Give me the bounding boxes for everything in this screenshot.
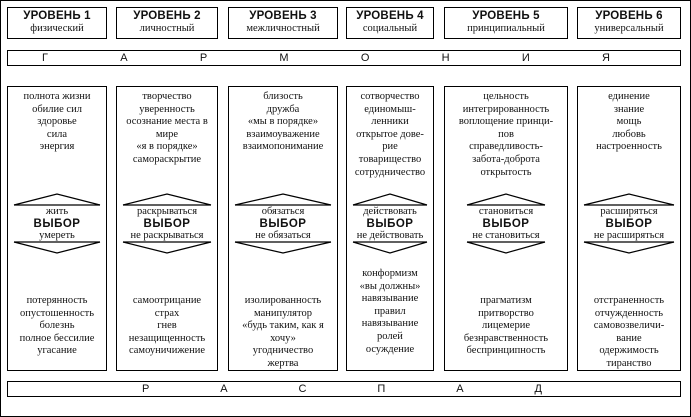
negative-item: опустошенность: [19, 307, 94, 319]
verb-down: не обязаться: [255, 230, 311, 241]
level-1-positive-list: [8, 91, 106, 154]
level-3-negative-list: [229, 295, 337, 371]
level-1-choice-block: [8, 193, 106, 255]
verb-down: не раскрываться: [130, 230, 204, 241]
decay-band: [7, 381, 681, 397]
level-4-column: [346, 86, 434, 371]
level-4-header: [346, 7, 434, 39]
negative-item: полное бессилие: [19, 332, 95, 344]
harmony-letter: Р: [199, 52, 208, 64]
positive-item: дружба: [266, 103, 300, 115]
positive-item: цельность: [483, 91, 529, 102]
positive-item: «мы в порядке»: [247, 116, 319, 128]
harmony-band: [7, 50, 681, 66]
verb-down: не расширяться: [593, 230, 665, 241]
positive-item: «я в порядке»: [136, 141, 198, 153]
negative-item: прагматизм: [480, 295, 532, 306]
positive-item: интегрированность: [462, 103, 550, 115]
choice-label: ВЫБОР: [143, 218, 191, 230]
negative-item: беспринципность: [466, 345, 546, 357]
decay-letter: Д: [534, 383, 542, 395]
decay-letter: Р: [142, 383, 150, 395]
level-4-choice-block: [347, 193, 433, 255]
level-6-positive-list: [578, 91, 680, 154]
negative-item: конформизм: [362, 268, 418, 279]
harmony-letter: И: [521, 52, 530, 64]
positive-item: творчество: [142, 91, 192, 102]
level-3-choice-block: [229, 193, 337, 255]
negative-item: лицемерие: [482, 320, 530, 332]
level-2-column: [116, 86, 218, 371]
positive-item: рие: [382, 141, 398, 153]
negative-item: самовозвеличи-: [593, 320, 665, 332]
positive-item: полнота жизни: [23, 91, 91, 102]
decay-letter: А: [456, 383, 464, 395]
verb-up: действовать: [363, 206, 417, 217]
positive-item: мире: [155, 128, 179, 140]
positive-item: воплощение принци-: [458, 116, 554, 128]
negative-item: угасание: [37, 345, 77, 357]
level-1-header: [7, 7, 107, 39]
negative-item: «будь таким, как я: [242, 320, 324, 332]
negative-item: притворство: [478, 307, 534, 319]
positive-item: взаимоуважение: [246, 128, 320, 140]
positive-item: открытое дове-: [356, 128, 424, 140]
negative-item: навязывание: [361, 293, 419, 305]
choice-label: ВЫБОР: [605, 218, 653, 230]
negative-item: тиранство: [606, 357, 652, 369]
negative-item: потерянность: [26, 295, 88, 306]
verb-up: становиться: [478, 206, 534, 217]
negative-item: отчужденность: [594, 307, 664, 319]
positive-item: самораскрытие: [132, 153, 202, 165]
positive-item: мощь: [616, 116, 642, 128]
positive-item: знание: [613, 103, 645, 115]
decay-letter: С: [298, 383, 307, 395]
level-1-subtitle: физический: [30, 23, 84, 34]
positive-item: открытость: [480, 166, 532, 178]
positive-item: взаимопонимание: [242, 141, 324, 153]
negative-item: страх: [154, 307, 180, 319]
harmony-letter: Н: [441, 52, 450, 64]
choice-label: ВЫБОР: [482, 218, 530, 230]
choice-label: ВЫБОР: [33, 218, 81, 230]
level-5-choice-block: [445, 193, 567, 255]
negative-item: безнравственность: [463, 332, 549, 344]
positive-item: пов: [498, 128, 514, 140]
negative-item: навязывание: [361, 318, 419, 330]
verb-down: не действовать: [356, 230, 424, 241]
negative-item: угодничество: [252, 345, 314, 357]
positive-item: обилие сил: [32, 103, 82, 115]
level-3-subtitle: межличностный: [246, 23, 320, 34]
negative-item: ролей: [377, 330, 403, 342]
positive-item: забота-доброта: [472, 153, 540, 165]
harmony-letter: А: [120, 52, 128, 64]
negative-item: одержимость: [599, 345, 659, 357]
negative-item: незащищенность: [128, 332, 206, 344]
positive-item: здоровье: [37, 116, 77, 128]
level-6-negative-list: [578, 295, 680, 371]
level-3-positive-list: [229, 91, 337, 154]
level-5-column: [444, 86, 568, 371]
verb-up: обязаться: [261, 206, 305, 217]
positive-item: сотрудничество: [354, 166, 426, 178]
verb-down: не становиться: [472, 230, 540, 241]
level-5-negative-list: [445, 295, 567, 358]
level-6-title: УРОВЕНЬ 6: [595, 10, 663, 22]
negative-item: правил: [374, 305, 406, 317]
negative-item: осуждение: [365, 343, 415, 355]
negative-item: «вы должны»: [359, 280, 421, 292]
negative-item: хочу»: [270, 332, 296, 344]
level-6-header: [577, 7, 681, 39]
choice-label: ВЫБОР: [366, 218, 414, 230]
level-4-negative-list: [347, 268, 433, 356]
harmony-letter: О: [360, 52, 370, 64]
decay-letter: А: [220, 383, 228, 395]
positive-item: товарищество: [358, 153, 422, 165]
level-2-choice-block: [117, 193, 217, 255]
verb-up: жить: [45, 206, 69, 217]
level-6-column: [577, 86, 681, 371]
level-4-subtitle: социальный: [362, 23, 418, 34]
negative-item: вание: [616, 332, 642, 344]
level-2-title: УРОВЕНЬ 2: [133, 10, 201, 22]
positive-item: уверенность: [139, 103, 195, 115]
level-5-subtitle: принципиальный: [467, 23, 545, 34]
verb-up: раскрываться: [136, 206, 198, 217]
harmony-letter: М: [279, 52, 289, 64]
level-6-subtitle: универсальный: [594, 23, 664, 34]
level-3-column: [228, 86, 338, 371]
level-4-positive-list: [347, 91, 433, 179]
negative-item: самоуничижение: [128, 345, 205, 357]
positive-item: сила: [46, 128, 68, 140]
harmony-letter: Г: [42, 52, 48, 64]
verb-up: расширяться: [600, 206, 658, 217]
decay-letter: П: [377, 383, 386, 395]
level-5-title: УРОВЕНЬ 5: [472, 10, 540, 22]
level-6-choice-block: [578, 193, 680, 255]
negative-item: гнев: [157, 320, 177, 332]
positive-item: единение: [608, 91, 650, 102]
negative-item: болезнь: [39, 320, 75, 332]
positive-item: единомыш-: [364, 103, 416, 115]
negative-item: жертва: [267, 357, 299, 369]
positive-item: справедливость-: [469, 141, 543, 153]
positive-item: любовь: [612, 128, 646, 140]
level-2-negative-list: [117, 295, 217, 358]
level-1-title: УРОВЕНЬ 1: [23, 10, 91, 22]
harmony-letter: Я: [602, 52, 610, 64]
level-2-subtitle: личностный: [139, 23, 195, 34]
verb-down: умереть: [39, 230, 75, 241]
level-3-title: УРОВЕНЬ 3: [249, 10, 317, 22]
level-1-negative-list: [8, 295, 106, 358]
level-1-column: [7, 86, 107, 371]
positive-item: осознание места в: [126, 116, 208, 128]
positive-item: ленники: [371, 116, 409, 128]
level-5-positive-list: [445, 91, 567, 179]
level-2-header: [116, 7, 218, 39]
negative-item: манипулятор: [254, 307, 312, 319]
level-3-header: [228, 7, 338, 39]
level-2-positive-list: [117, 91, 217, 167]
negative-item: изолированность: [244, 295, 322, 306]
positive-item: близость: [263, 91, 303, 102]
harmony-letters: [42, 51, 610, 65]
negative-item: отстраненность: [593, 295, 665, 306]
decay-letters: [142, 382, 542, 396]
level-5-header: [444, 7, 568, 39]
positive-item: настроенность: [596, 141, 662, 153]
positive-item: сотворчество: [360, 91, 420, 102]
level-4-title: УРОВЕНЬ 4: [356, 10, 424, 22]
positive-item: энергия: [39, 141, 75, 153]
negative-item: самоотрицание: [132, 295, 202, 306]
choice-label: ВЫБОР: [259, 218, 307, 230]
